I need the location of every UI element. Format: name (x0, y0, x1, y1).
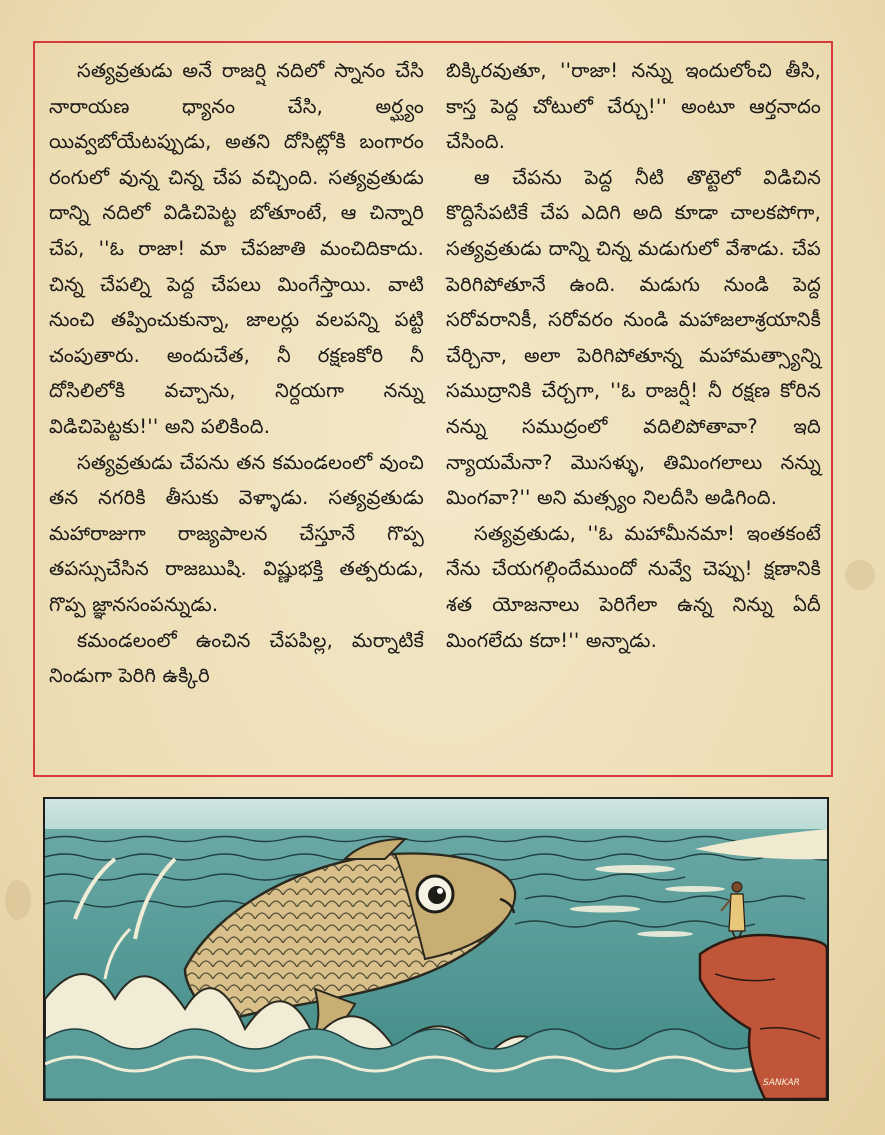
illustration-svg (45, 799, 827, 1099)
paragraph: బిక్కిరవుతూ, ''రాజా! నన్ను ఇందులోంచి తీసి, కాస్త పెద్ద చోటులో చేర్చు!'' అంటూ ఆర్తనాదం చేసింది. (446, 59, 821, 154)
paper-stain (5, 880, 31, 920)
paragraph: సత్యవ్రతుడు, ''ఓ మహామీనమా! ఇంతకంటే నేను చేయగల్గిందేముందో నువ్వే చెప్పు! క్షణానికి శత యోజనాలు పెరిగేలా ఉన్న నిన్ను ఏదీ మింగలేదు కదా!'' అన్నాడు. (446, 521, 821, 652)
left-column (49, 53, 424, 775)
paper-stain (845, 560, 875, 590)
paragraph: సత్యవ్రతుడు చేపను తన కమండలంలో వుంచి తన నగరికి తీసుకు వెళ్ళాడు. సత్యవ్రతుడు మహారాజుగా రాజ్యపాలన చేస్తూనే గొప్ప తపస్సుచేసిన రాజఋషి. విష్ణుభక్తి తత్పరుడు, గొప్ప జ్ఞానసంపన్నుడు. (49, 450, 424, 616)
paragraph: కమండలంలో ఉంచిన చేపపిల్ల, మర్నాటికే నిండుగా పెరిగి ఉక్కిరి (49, 628, 424, 688)
paragraph: సత్యవ్రతుడు అనే రాజర్షి నదిలో స్నానం చేసి నారాయణ ధ్యానం చేసి, అర్ఘ్యం యివ్వబోయేటప్పుడు, అతని దోసిట్లోకి బంగారం రంగులో వున్న చిన్న చేప వచ్చింది. సత్యవ్రతుడు దాన్ని నదిలో విడిచిపెట్ట బోతూంటే, ఆ చిన్నారి చేప, ''ఓ రాజా! మా చేపజాతి మంచిదికాదు. చిన్న చేపల్ని పెద్ద చేపలు మింగేస్తాయి. వాటి నుంచి తప్పించుకున్నా, జాలర్లు వలపన్ని పట్టి చంపుతారు. అందుచేత, నీ రక్షణకోరి నీ దోసిలిలోకి వచ్చాను, నిర్దయగా నన్ను విడిచిపెట్టకు!'' అని పలికింది. (49, 59, 424, 438)
artist-signature: SANKAR (763, 1078, 800, 1088)
right-column (446, 53, 821, 775)
story-text-box (33, 41, 833, 777)
paragraph: ఆ చేపను పెద్ద నీటి తొట్టెలో విడిచిన కొద్దిసేపటికే చేప ఎదిగి అది కూడా చాలకపోగా, సత్యవ్రతుడు దాన్ని చిన్న మడుగులో వేశాడు. చేప పెరిగిపోతూనే ఉంది. మడుగు నుండి పెద్ద సరోవరానికీ, సరోవరం నుండి మహాజలాశ్రయానికీ చేర్చినా, అలా పెరిగిపోతూన్న మహామత్స్యాన్ని సముద్రానికి చేర్చగా, ''ఓ రాజర్షీ! నీ రక్షణ కోరిన నన్ను సముద్రంలో వదిలిపోతావా? ఇది న్యాయమేనా? మొసళ్ళు, తిమింగలాలు నన్ను మింగవా?'' అని మత్స్యం నిలదీసి అడిగింది. (446, 165, 821, 510)
fish-in-sea-illustration (43, 797, 829, 1101)
